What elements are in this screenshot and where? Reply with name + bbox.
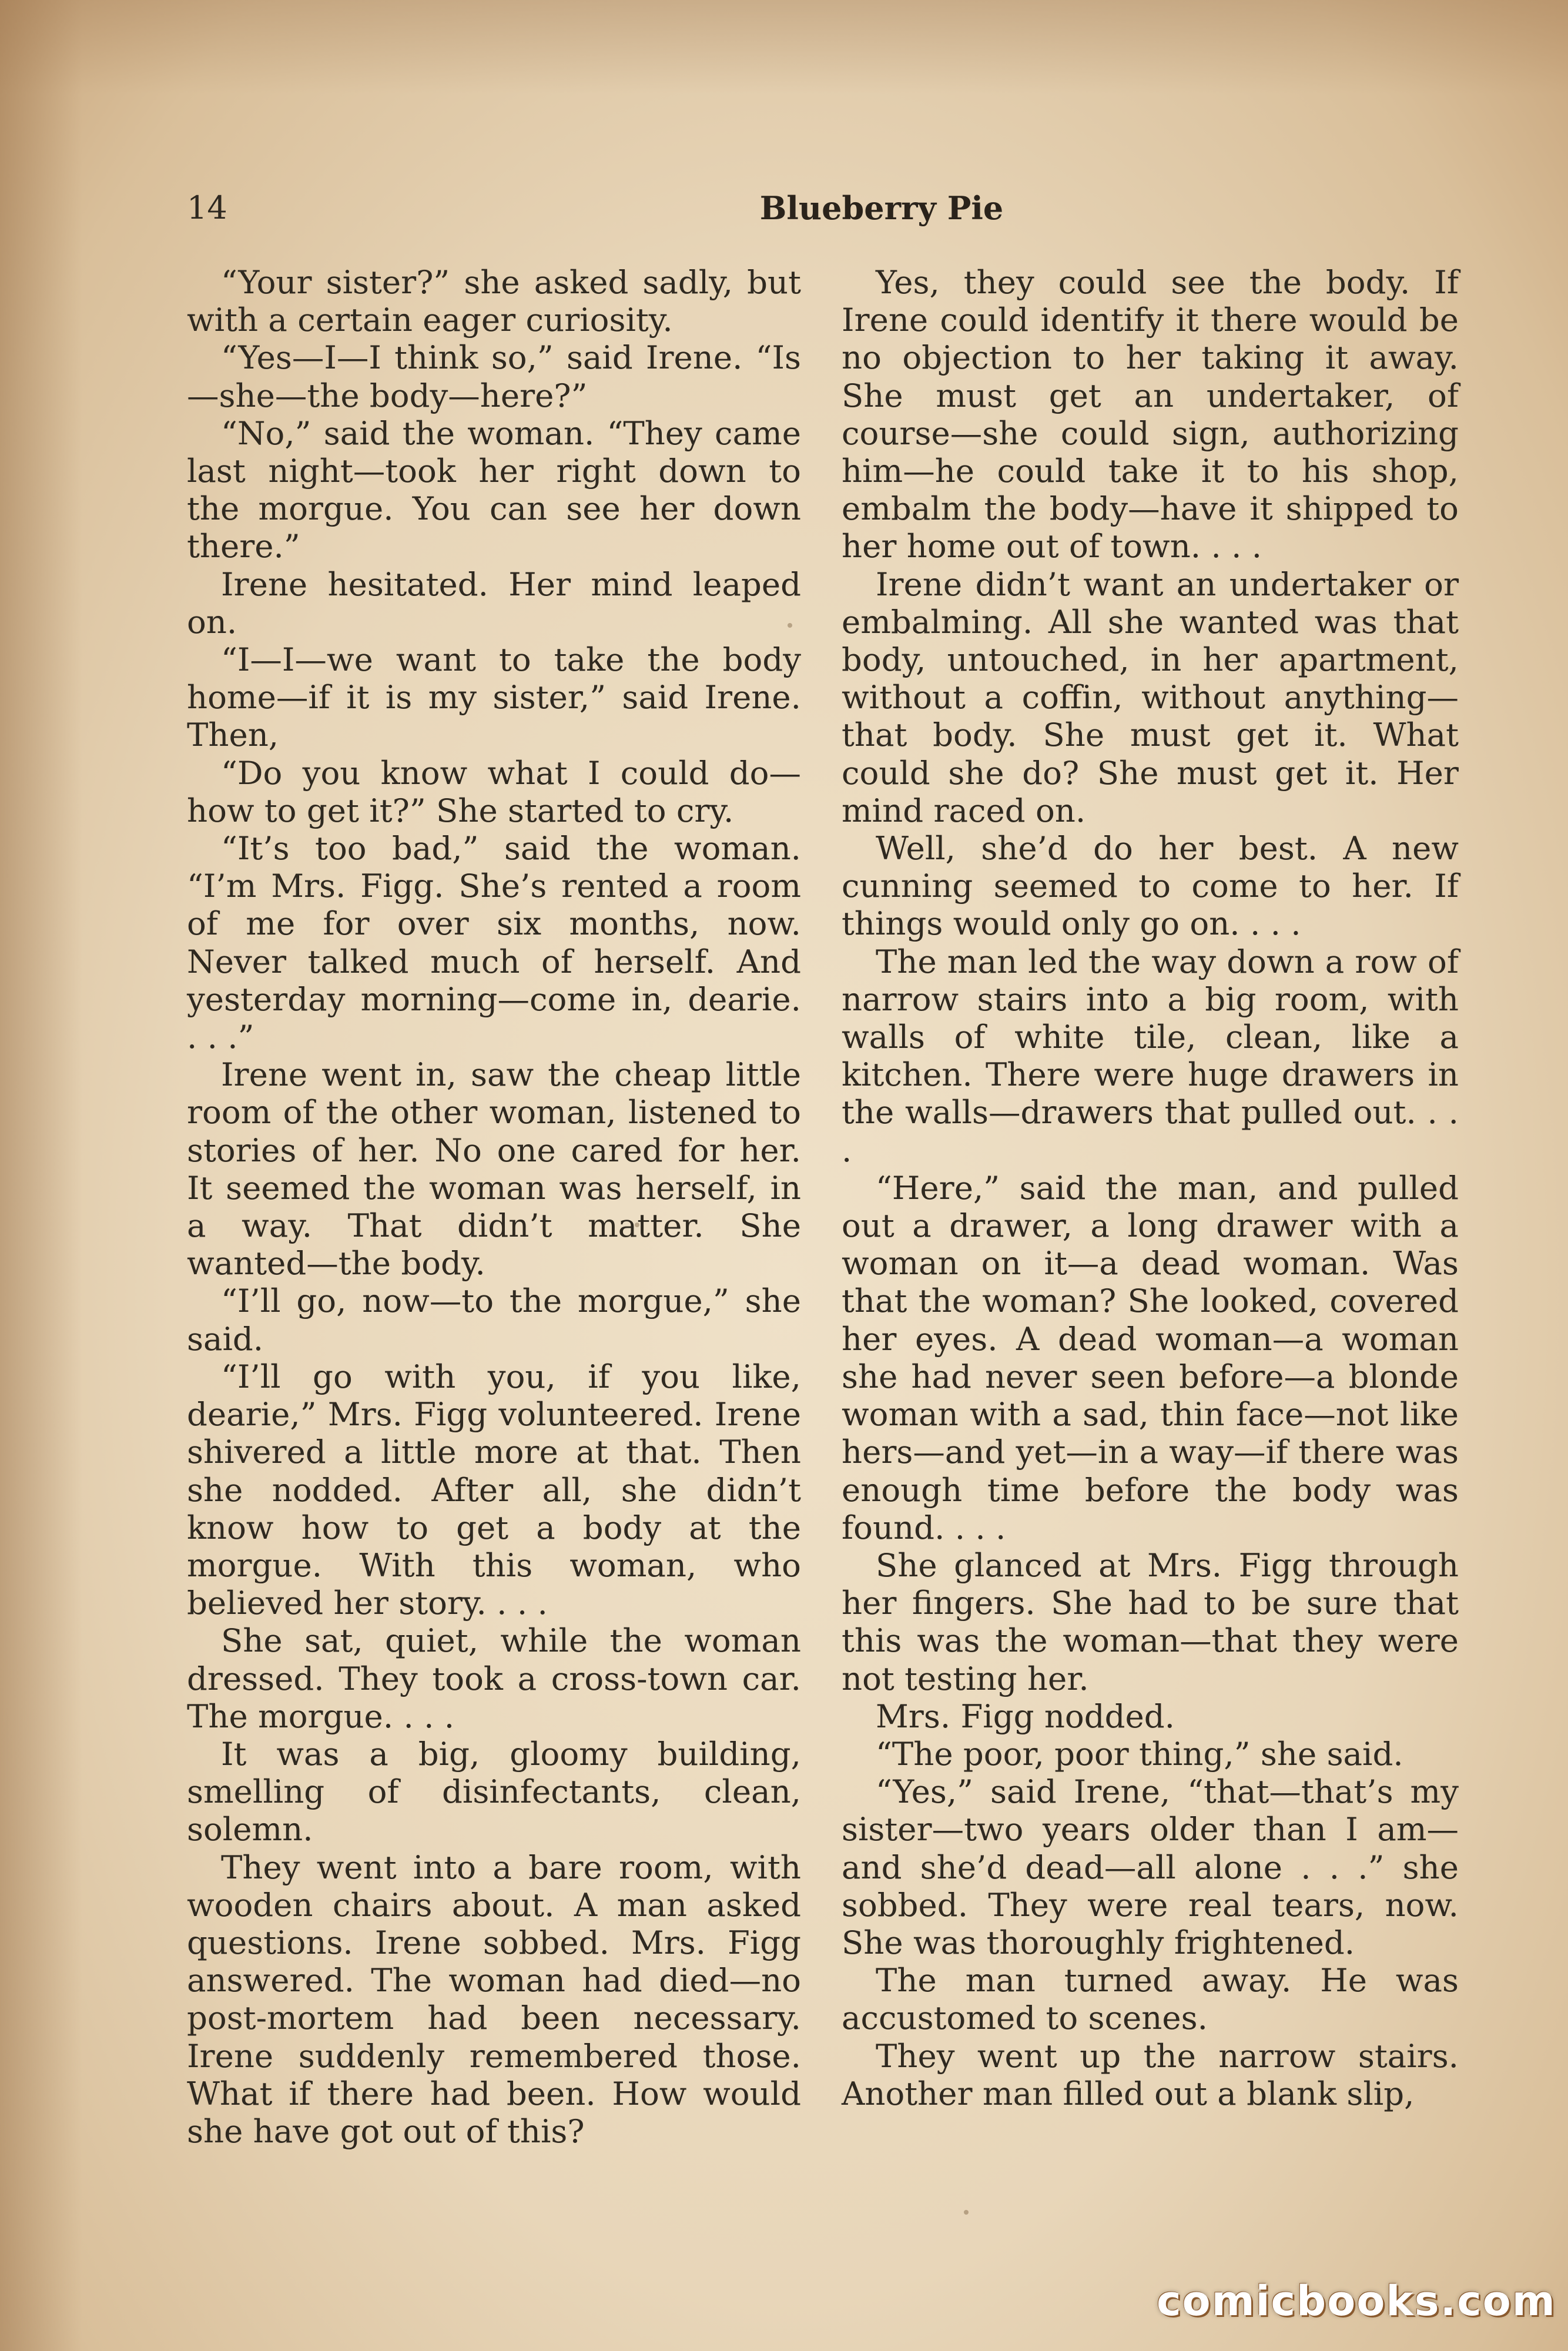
paragraph: Irene went in, saw the cheap little room of the other woman, listened to stories of her. No one cared for her. It seemed the woman was herself, in a way. That didn’t matter. She wanted—the body. bbox=[187, 1056, 801, 1282]
page-edge-shading-left bbox=[0, 0, 82, 2351]
paper-speck bbox=[788, 623, 792, 628]
paragraph: Irene hesitated. Her mind leaped on. bbox=[187, 565, 801, 641]
paragraph: She glanced at Mrs. Figg through her fingers. She had to be sure that this was the woman—that they were not testing her. bbox=[842, 1546, 1459, 1697]
paragraph: It was a big, gloomy building, smelling of disinfectants, clean, solemn. bbox=[187, 1734, 801, 1848]
paragraph: “No,” said the woman. “They came last night—took her right down to the morgue. You can see her down there.” bbox=[187, 414, 801, 565]
paragraph: They went into a bare room, with wooden chairs about. A man asked questions. Irene sobbed. Mrs. Figg answered. The woman had died—no post-mortem had been necessary. Irene suddenly remembered those. What if there had been. How would she have got out of this? bbox=[187, 1848, 801, 2150]
right-text-column bbox=[842, 263, 1459, 2112]
paragraph: Yes, they could see the body. If Irene could identify it there would be no objection to her taking it away. She must get an undertaker, of course—she could sign, authorizing him—he could take it to his shop, embalm the body—have it shipped to her home out of town. . . . bbox=[842, 263, 1459, 565]
paragraph: “I’ll go, now—to the morgue,” she said. bbox=[187, 1282, 801, 1358]
paragraph: “I’ll go with you, if you like, dearie,” Mrs. Figg volunteered. Irene shivered a little more at that. Then she nodded. After all, she didn’t know how to get a body at the morgue. With this woman, who believed her story. . . . bbox=[187, 1357, 801, 1622]
paragraph: “The poor, poor thing,” she said. bbox=[876, 1734, 1403, 1773]
paragraph: The man led the way down a row of narrow stairs into a big room, with walls of white tile, clean, like a kitchen. There were huge drawers in the walls—drawers that pulled out. . . . bbox=[842, 942, 1459, 1169]
paragraph: “Yes—I—I think so,” said Irene. “Is—she—the body—here?” bbox=[187, 339, 801, 414]
running-title: Blueberry Pie bbox=[759, 189, 1004, 227]
paragraph: Well, she’d do her best. A new cunning seemed to come to her. If things would only go on. . . . bbox=[842, 829, 1459, 943]
paragraph: “Here,” said the man, and pulled out a drawer, a long drawer with a woman on it—a dead woman. Was that the woman? She looked, covered her eyes. A dead woman—a woman she had never seen before—a blonde woman with a sad, thin face—not like hers—and yet—in a way—if there was enough time before the body was found. . . . bbox=[842, 1168, 1459, 1546]
paragraph: Mrs. Figg nodded. bbox=[876, 1697, 1175, 1735]
paragraph: They went up the narrow stairs. Another man filled out a blank slip, bbox=[842, 2037, 1459, 2112]
paragraph: “It’s too bad,” said the woman. “I’m Mrs. Figg. She’s rented a room of me for over six months, now. Never talked much of herself. And yesterday morning—come in, dearie. . . .” bbox=[187, 829, 801, 1056]
site-watermark: comicbooks.com bbox=[1157, 2277, 1556, 2325]
paragraph: Irene didn’t want an undertaker or embalming. All she wanted was that body, untouched, in her apartment, without a coffin, without anything—that body. She must get it. What could she do? She must get it. Her mind raced on. bbox=[842, 565, 1459, 829]
left-text-column bbox=[187, 263, 801, 2150]
paragraph: The man turned away. He was accustomed to scenes. bbox=[842, 1961, 1459, 2037]
paragraph: She sat, quiet, while the woman dressed. They took a cross-town car. The morgue. . . . bbox=[187, 1622, 801, 1735]
paper-speck bbox=[635, 1223, 639, 1227]
page-edge-shading-top bbox=[0, 0, 1568, 94]
paragraph: “Yes,” said Irene, “that—that’s my sister—two years older than I am—and she’d dead—all alone . . .” she sobbed. They were real tears, now. She was thoroughly frightened. bbox=[842, 1773, 1459, 1961]
paragraph: “Do you know what I could do—how to get it?” She started to cry. bbox=[187, 753, 801, 829]
paragraph: “I—I—we want to take the body home—if it is my sister,” said Irene. Then, bbox=[187, 641, 801, 754]
paragraph: “Your sister?” she asked sadly, but with a certain eager curiosity. bbox=[187, 263, 801, 339]
paper-speck bbox=[964, 2210, 969, 2215]
page-number: 14 bbox=[187, 189, 227, 226]
